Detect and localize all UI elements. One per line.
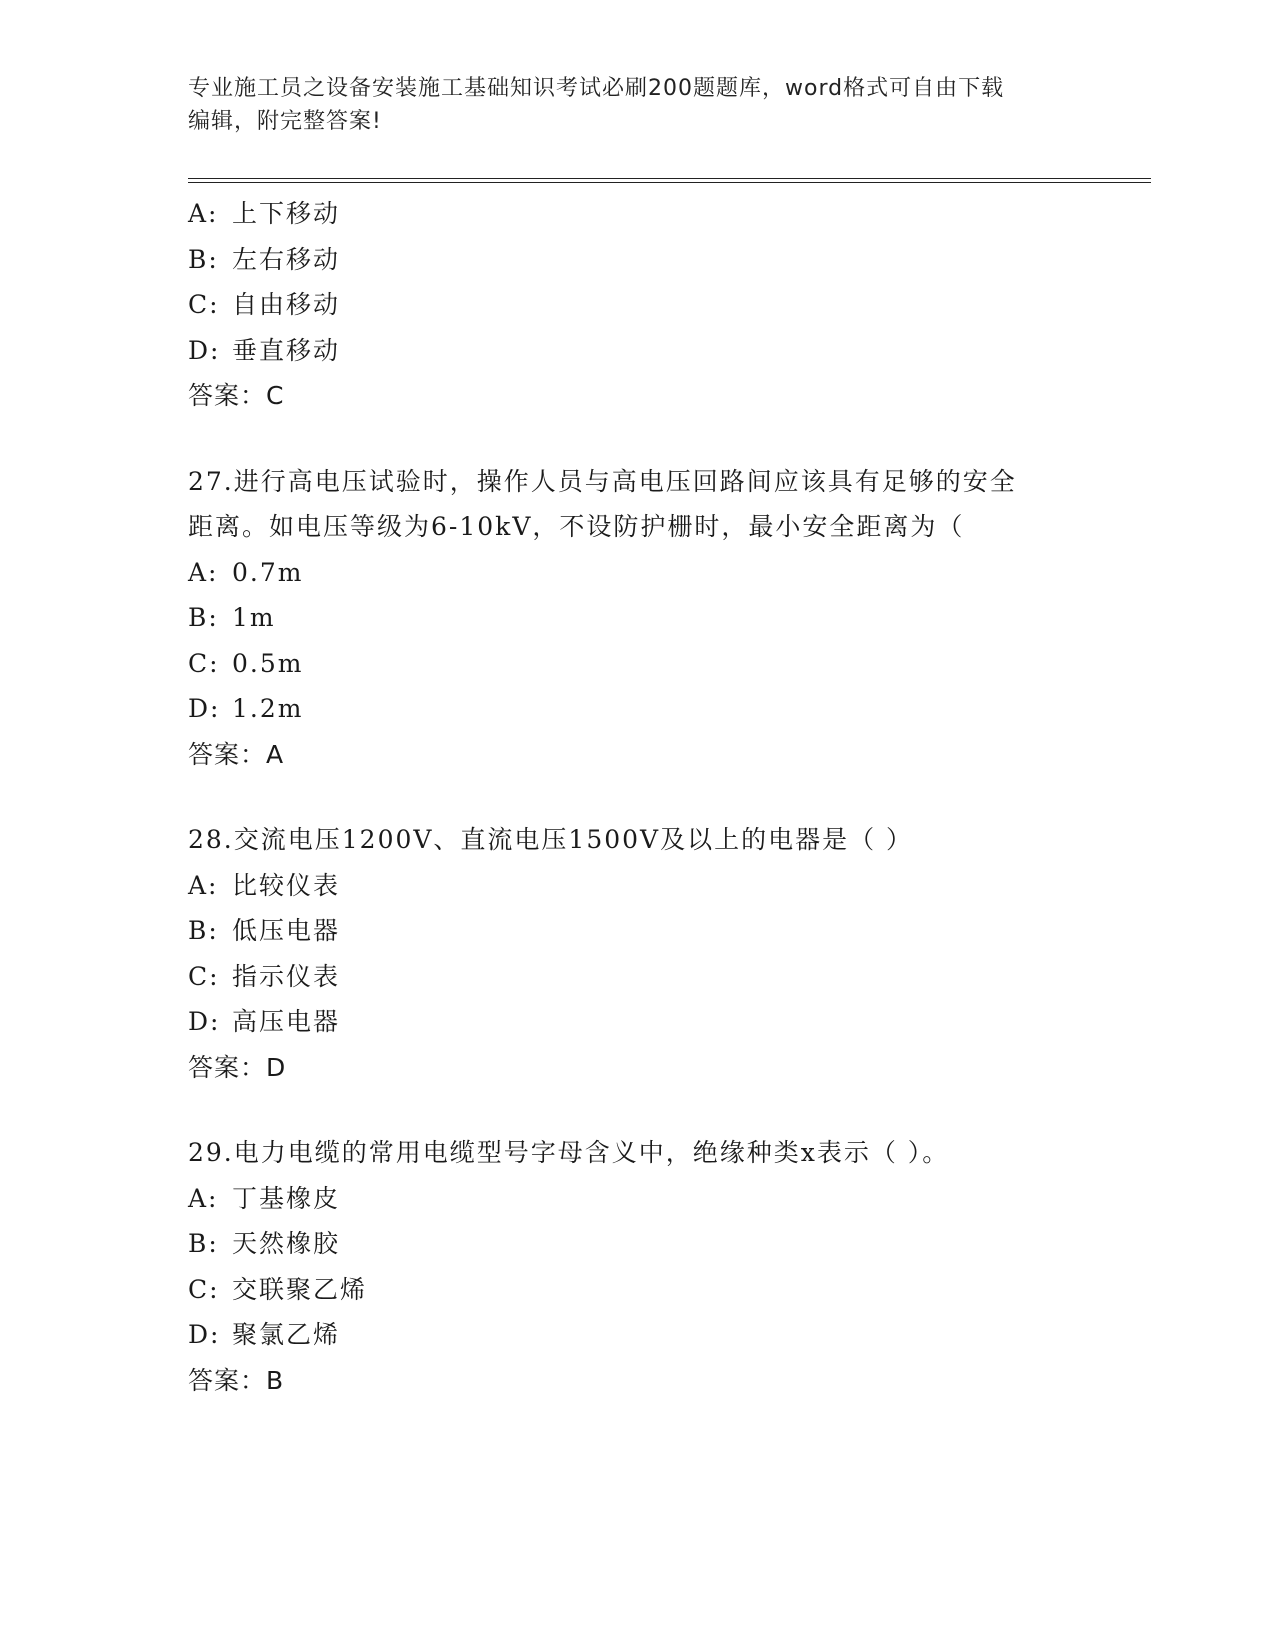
option-c [188, 1267, 1088, 1313]
option-letter: D: [188, 335, 221, 365]
option-letter: B: [188, 244, 219, 274]
answer: 答案：A [188, 739, 285, 769]
option-letter: A: [188, 557, 219, 587]
answer: 答案：D [188, 1052, 287, 1082]
option-letter: B: [188, 916, 219, 945]
option-b [188, 595, 1088, 641]
header-line-1: 专业施工员之设备安装施工基础知识考试必刷200题题库，word格式可自由下载 [188, 76, 1005, 101]
option-text: 1.2m [232, 694, 304, 723]
answer: 答案：C [188, 381, 285, 410]
option-a [188, 863, 1088, 909]
question-text-line-1: 29.电力电缆的常用电缆型号字母含义中，绝缘种类x表示（ ）。 [188, 1138, 950, 1167]
option-text: 0.5m [232, 648, 304, 678]
option-a [188, 191, 1088, 237]
option-a [188, 550, 1088, 596]
spacer [188, 1090, 1088, 1130]
option-a [188, 1176, 1088, 1222]
spacer [188, 777, 1088, 817]
option-letter: D: [188, 1320, 221, 1349]
spacer [188, 419, 1088, 459]
option-d [188, 328, 1088, 374]
option-text: 0.7m [232, 557, 304, 587]
option-letter: D: [188, 1007, 221, 1036]
option-text: 低压电器 [232, 916, 341, 945]
option-text: 交联聚乙烯 [232, 1274, 368, 1304]
option-letter: C: [188, 648, 220, 678]
question-text-line-1: 28.交流电压1200V、直流电压1500V及以上的电器是（ ） [188, 825, 914, 854]
option-c [188, 641, 1088, 687]
option-text: 1m [232, 603, 276, 632]
option-d [188, 1312, 1088, 1358]
option-text: 指示仪表 [232, 961, 341, 991]
question-text-line-2: 距离。如电压等级为6-10kV，不设防护栅时，最小安全距离为（ [188, 512, 965, 541]
option-letter: A: [188, 870, 219, 900]
option-text: 垂直移动 [232, 335, 341, 365]
option-letter: A: [188, 1183, 219, 1213]
option-letter: B: [188, 1229, 219, 1258]
header-line-2: 编辑，附完整答案! [188, 109, 382, 134]
option-b [188, 908, 1088, 954]
option-letter: B: [188, 603, 219, 632]
option-text: 高压电器 [232, 1007, 341, 1036]
header-divider-bottom [188, 182, 1151, 183]
option-d [188, 999, 1088, 1045]
option-letter: A: [188, 199, 219, 228]
option-text: 天然橡胶 [232, 1229, 341, 1258]
option-text: 自由移动 [232, 290, 341, 319]
question-list [188, 191, 1088, 1403]
option-letter: C: [188, 961, 220, 991]
option-b [188, 237, 1088, 283]
option-text: 丁基橡皮 [232, 1183, 341, 1213]
option-text: 左右移动 [232, 244, 341, 274]
question-28 [188, 817, 1088, 1090]
answer: 答案：B [188, 1365, 285, 1395]
option-letter: D: [188, 694, 221, 723]
option-text: 上下移动 [232, 199, 341, 228]
question-27 [188, 459, 1088, 778]
option-letter: C: [188, 290, 220, 319]
document-header [188, 72, 1088, 138]
option-c [188, 954, 1088, 1000]
option-b [188, 1221, 1088, 1267]
option-text: 比较仪表 [232, 870, 341, 900]
option-text: 聚氯乙烯 [232, 1320, 341, 1349]
option-letter: C: [188, 1274, 220, 1304]
option-c [188, 282, 1088, 328]
question-26-continued [188, 191, 1088, 419]
option-d [188, 686, 1088, 732]
question-text-line-1: 27.进行高电压试验时，操作人员与高电压回路间应该具有足够的安全 [188, 466, 1017, 496]
question-29 [188, 1130, 1088, 1403]
header-divider-top [188, 178, 1151, 179]
